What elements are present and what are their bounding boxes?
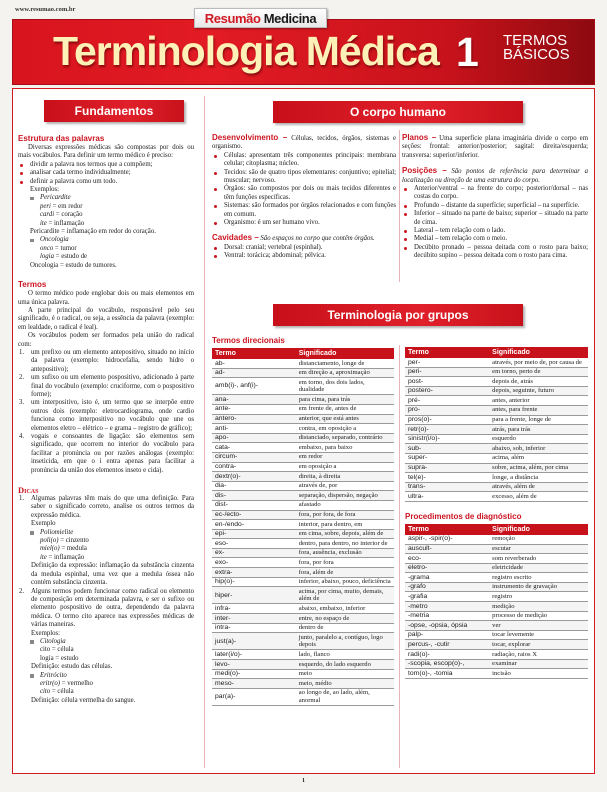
- meaning-cell: abaixo, embaixo, inferior: [296, 604, 394, 614]
- table-row: [212, 368, 394, 378]
- meaning-cell: registro escrito: [489, 573, 588, 583]
- direcionais-table-b: [405, 347, 588, 502]
- table-row: [212, 650, 394, 660]
- table-row: [212, 623, 394, 633]
- table-row: [405, 650, 588, 660]
- meaning-cell: interior, para dentro, em: [296, 520, 394, 530]
- table-row: [212, 604, 394, 614]
- meaning-cell: fora, por fora: [296, 558, 394, 568]
- example-definition: Definição: célula vermelha do sangue.: [31, 696, 136, 704]
- table-row: [405, 630, 588, 640]
- term-cell: trans-: [405, 482, 489, 492]
- table-row: [212, 587, 394, 604]
- column-header-termo: Termo: [212, 348, 296, 359]
- term-cell: pros(o)-: [405, 415, 489, 425]
- table-row: [212, 424, 394, 434]
- meaning-cell: afastado: [296, 500, 394, 510]
- table-row: [212, 491, 394, 501]
- meaning-cell: acima, por cima, muito, demais, além de: [296, 587, 394, 604]
- term-cell: medi(o)-: [212, 669, 296, 679]
- table-row: [405, 405, 588, 415]
- term-cell: eletro-: [405, 563, 489, 573]
- meaning-cell: abaixo, sob, inferior: [489, 444, 588, 454]
- table-row: [212, 577, 394, 587]
- term-cell: exo-: [212, 558, 296, 568]
- subheading-planos: Planos –: [402, 133, 437, 142]
- term-cell: postero-: [405, 386, 489, 396]
- example-part: logia = estudo: [40, 654, 79, 662]
- meaning-cell: anterior, que está antes: [296, 414, 394, 424]
- table-row: [212, 529, 394, 539]
- table-row: [212, 688, 394, 705]
- table-row: [212, 548, 394, 558]
- meaning-cell: em redor: [296, 452, 394, 462]
- subheading-termos: Termos: [18, 280, 47, 290]
- term-cell: palp-: [405, 630, 489, 640]
- table-row: [405, 535, 588, 544]
- term-cell: auscult-: [405, 544, 489, 554]
- example-part: eritr(o) = vermelho: [40, 679, 93, 687]
- examples-label: Exemplos:: [31, 629, 61, 637]
- meaning-cell: para a frente, longe de: [489, 415, 588, 425]
- term-cell: ultra-: [405, 492, 489, 502]
- term-cell: -grama: [405, 573, 489, 583]
- list-item: dividir a palavra nos termos que a compõem;: [18, 161, 194, 169]
- direcionais-block: [212, 336, 394, 706]
- meaning-cell: contra, em oposição a: [296, 424, 394, 434]
- table-row: [405, 611, 588, 621]
- term-cell: levo-: [212, 660, 296, 670]
- table-row: [212, 614, 394, 624]
- example-part: logia = estudo de: [40, 253, 88, 261]
- table-row: [212, 404, 394, 414]
- meaning-cell: através, além de: [489, 482, 588, 492]
- table-row: [212, 558, 394, 568]
- table-row: [405, 444, 588, 454]
- term-cell: retr(o)-: [405, 425, 489, 435]
- list-item: Medial – tem relação com o meio.: [402, 235, 588, 243]
- list-item: definir a palavra como um todo.: [18, 178, 194, 186]
- meaning-cell: sobre, acima, além, por cima: [489, 463, 588, 473]
- meaning-cell: distanciamento, longe de: [296, 359, 394, 368]
- corpo-column-left: [212, 133, 396, 261]
- meaning-cell: separação, dispersão, negação: [296, 491, 394, 501]
- posicoes-text: São pontos de referência para determinar a localização ou direção de uma estrutura do corpo.: [402, 168, 588, 184]
- term-cell: infra-: [212, 604, 296, 614]
- list-item: Tecidos: são de quatro tipos elementares: conjuntivo; epitelial; muscular; nervoso.: [212, 169, 396, 186]
- list-item: Anterior/ventral – na frente do corpo; posterior/dorsal – nas costas do corpo.: [402, 185, 588, 202]
- term-cell: ab-: [212, 359, 296, 368]
- example-definition: Definição: estudo das células.: [31, 663, 113, 671]
- meaning-cell: registro: [489, 592, 588, 602]
- table-row: [212, 520, 394, 530]
- meaning-cell: depois, seguinte, futuro: [489, 386, 588, 396]
- numbered-item: 4. vogais e consoantes de ligação: são elementos sem significado, que ocorrem no interior do vocábulo para facilitar a pronúncia ou por razões análogas (exemplo: inseticida, em que o i entra apenas para facilitar a pronúncia da união dos elementos inseto e cida).: [19, 433, 194, 474]
- table-row: [405, 640, 588, 650]
- list-item: Sistemas: são formados por órgãos relacionados e com funções em comum.: [212, 202, 396, 219]
- meaning-cell: lado, flanco: [296, 650, 394, 660]
- subheading-direcionais: Termos direcionais: [212, 336, 285, 345]
- term-cell: -metro: [405, 602, 489, 612]
- table-row: [405, 482, 588, 492]
- term-cell: sinistr(i/o)-: [405, 434, 489, 444]
- column-header-termo: Termo: [405, 524, 489, 535]
- table-row: [405, 386, 588, 396]
- subheading-estrutura: Estrutura das palavras: [18, 134, 105, 143]
- paragraph: A parte principal do vocábulo, responsável pelo seu significado, é o radical, ou seja, a essência da palavra (exemplo: em lealdade, o radical é leal).: [18, 306, 194, 331]
- meaning-cell: examinar: [489, 659, 588, 669]
- meaning-cell: longe, a distância: [489, 473, 588, 483]
- term-cell: -grafia: [405, 592, 489, 602]
- table-row: [405, 358, 588, 367]
- term-cell: percus-, -cutir: [405, 640, 489, 650]
- examples-label: Exemplos:: [30, 186, 60, 194]
- section-heading-corpo: O corpo humano: [273, 101, 523, 123]
- column-header-significado: Significado: [489, 524, 588, 535]
- table-row: [212, 378, 394, 395]
- example-part: cito = célula: [40, 646, 74, 654]
- list-item: Células: apresentam três componentes principais: membrana celular; citoplasma; núcleo.: [212, 152, 396, 169]
- badge-brand: Resumão: [204, 11, 261, 26]
- title-banner: [12, 19, 595, 85]
- list-item: analisar cada termo individualmente;: [18, 169, 194, 177]
- term-cell: en-/endo-: [212, 520, 296, 530]
- example-part: cito = célula: [40, 688, 74, 696]
- column-divider: [399, 130, 400, 282]
- subtitle-line-1: TERMOS: [503, 32, 568, 49]
- example-part: onco = tumor: [40, 244, 77, 252]
- meaning-cell: em cima, sobre, depois, além de: [296, 529, 394, 539]
- table-row: [212, 462, 394, 472]
- numbered-item: 2. Alguns termos podem funcionar como radical ou elemento de composição em determinada palavra, e ser o sufixo ou elemento pospositivo de outra, dependendo da palavra médica. O termo cito aparece nas expressões médicas de várias maneiras.: [19, 587, 194, 629]
- meaning-cell: meio, médio: [296, 679, 394, 689]
- term-cell: pré-: [405, 396, 489, 406]
- term-cell: ante-: [212, 404, 296, 414]
- example-word: Poliomielite: [18, 529, 194, 537]
- example-part: ite = inflamação: [40, 219, 85, 227]
- subheading-diagnostico: Procedimentos de diagnóstico: [405, 511, 522, 521]
- term-cell: cata-: [212, 443, 296, 453]
- term-cell: apo-: [212, 433, 296, 443]
- list-item: Decúbito pronado – pessoa deitada com o rosto para baixo; decúbito supino – pessoa deitada com o rosto para cima.: [402, 244, 588, 261]
- table-row: [212, 433, 394, 443]
- table-row: [212, 481, 394, 491]
- term-cell: -metria: [405, 611, 489, 621]
- table-row: [405, 563, 588, 573]
- term-cell: super-: [405, 453, 489, 463]
- meaning-cell: fora, além de: [296, 568, 394, 578]
- meaning-cell: medição: [489, 602, 588, 612]
- meaning-cell: através, por meio de, por causa de: [489, 358, 588, 367]
- table-row: [212, 452, 394, 462]
- meaning-cell: remoção: [489, 535, 588, 544]
- list-item: Órgãos: são compostos por dois ou mais tecidos diferentes e têm funções específicas.: [212, 185, 396, 202]
- corpo-column-right: [402, 133, 588, 261]
- paragraph: Os vocábulos podem ser formados pela união do radical com:: [18, 332, 194, 348]
- table-row: [405, 544, 588, 554]
- page-subtitle: [503, 34, 570, 62]
- term-cell: radi(o)-: [405, 650, 489, 660]
- meaning-cell: tocar levemente: [489, 630, 588, 640]
- table-row: [405, 415, 588, 425]
- series-badge: [194, 8, 327, 28]
- table-row: [212, 443, 394, 453]
- term-cell: peri-: [405, 367, 489, 377]
- table-row: [405, 425, 588, 435]
- example-word: Citologia: [18, 638, 194, 646]
- term-cell: per-: [405, 358, 489, 367]
- meaning-cell: para cima, para trás: [296, 395, 394, 405]
- table-row: [405, 367, 588, 377]
- column-divider: [204, 96, 205, 768]
- list-item: Organismo: é um ser humano vivo.: [212, 219, 396, 227]
- meaning-cell: distanciado, separado, contrário: [296, 433, 394, 443]
- meaning-cell: eletricidade: [489, 563, 588, 573]
- estrutura-intro: Diversas expressões médicas são compostas por dois ou mais vocábulos. Para definir um termo médico é preciso:: [18, 144, 194, 160]
- meaning-cell: antes, para frente: [489, 405, 588, 415]
- meaning-cell: ao longo de, ao lado, além, anormal: [296, 688, 394, 705]
- term-cell: aspir-, -spir(o)-: [405, 535, 489, 544]
- table-row: [405, 659, 588, 669]
- meaning-cell: em direção a, aproximação: [296, 368, 394, 378]
- term-cell: dextr(o)-: [212, 472, 296, 482]
- example-definition: Pericardite = inflamação em redor do coração.: [30, 228, 156, 236]
- meaning-cell: em frente de, antes de: [296, 404, 394, 414]
- meaning-cell: dentro, para dentro, no interior de: [296, 539, 394, 549]
- term-cell: antero-: [212, 414, 296, 424]
- term-cell: ex-: [212, 548, 296, 558]
- meaning-cell: incisão: [489, 669, 588, 679]
- fundamentos-column: [18, 96, 194, 705]
- column-header-termo: Termo: [405, 347, 489, 358]
- term-cell: dist-: [212, 500, 296, 510]
- numbered-item: 1. Algumas palavras têm mais do que uma definição. Para saber o significado correto, analise os outros termos da expressão médica.: [19, 495, 194, 519]
- meaning-cell: processo de medição: [489, 611, 588, 621]
- table-row: [405, 396, 588, 406]
- list-item: Profundo – distante da superfície; superficial – na superfície.: [402, 202, 588, 210]
- table-row: [405, 602, 588, 612]
- term-cell: tel(e)-: [405, 473, 489, 483]
- meaning-cell: depois de, atrás: [489, 377, 588, 387]
- term-cell: pro-: [405, 405, 489, 415]
- meaning-cell: instrumento de gravação: [489, 582, 588, 592]
- column-header-significado: Significado: [296, 348, 394, 359]
- meaning-cell: fora, por fora, de fora: [296, 510, 394, 520]
- example-word: Oncologia: [18, 236, 194, 244]
- meaning-cell: direita, à direita: [296, 472, 394, 482]
- term-cell: sub-: [405, 444, 489, 454]
- term-cell: circum-: [212, 452, 296, 462]
- table-row: [405, 592, 588, 602]
- example-part: miel(o) = medula: [40, 545, 87, 553]
- example-part: ite = inflamação: [40, 553, 85, 561]
- table-row: [212, 660, 394, 670]
- meaning-cell: esquerdo: [489, 434, 588, 444]
- list-item: Inferior – situado na parte de baixo; superior – situado na parte de cima.: [402, 210, 588, 227]
- subheading-cavidades: Cavidades –: [212, 233, 259, 243]
- term-cell: extra-: [212, 568, 296, 578]
- planos-text: Uma superfície plana imaginária divide o corpo em seções: frontal: anterior/posterior; sagital: direita/esquerda; transversa: superior/inferior.: [402, 135, 588, 159]
- table-row: [212, 395, 394, 405]
- term-cell: tom(o)-, -tomia: [405, 669, 489, 679]
- example-word: Pericardite: [18, 194, 194, 202]
- table-row: [405, 463, 588, 473]
- table-row: [405, 473, 588, 483]
- meaning-cell: inferior, abaixo, pouco, deficiência: [296, 577, 394, 587]
- term-cell: ec-/ecto-: [212, 510, 296, 520]
- desenvolvimento-text: Células, tecidos, órgãos, sistemas e organismo.: [212, 135, 396, 151]
- meaning-cell: fora, ausência, exclusão: [296, 548, 394, 558]
- meaning-cell: acima, além: [489, 453, 588, 463]
- page-title: Terminologia Médica: [53, 28, 439, 74]
- subheading-posicoes: Posições –: [402, 166, 447, 176]
- term-cell: later(i/o)-: [212, 650, 296, 660]
- table-row: [212, 539, 394, 549]
- badge-category: Medicina: [263, 11, 317, 26]
- meaning-cell: junto, paralelo a, contíguo, logo depois: [296, 633, 394, 650]
- term-cell: just(a)-: [212, 633, 296, 650]
- table-row: [212, 633, 394, 650]
- diagnostico-table: [405, 524, 588, 679]
- table-row: [405, 669, 588, 679]
- paragraph: O termo médico pode englobar dois ou mais elementos em uma única palavra.: [18, 290, 194, 306]
- example-part: cardi = coração: [40, 211, 83, 219]
- subtitle-line-2: BÁSICOS: [503, 46, 570, 63]
- meaning-cell: embaixo, para baixo: [296, 443, 394, 453]
- page-number: 1: [302, 778, 305, 784]
- term-cell: anti-: [212, 424, 296, 434]
- term-cell: contra-: [212, 462, 296, 472]
- meaning-cell: radiação, raios X: [489, 650, 588, 660]
- meaning-cell: esquerdo, do lado esquerdo: [296, 660, 394, 670]
- numbered-item: 3. um interpositivo, isto é, um termo que se interpõe entre outros dois (exemplo: eletrocardiograma, onde cardio funciona como interpositivo no vocábulo que une os elementos eletro – elétrico – e grama – registro de gráfico);: [19, 399, 194, 432]
- table-row: [212, 472, 394, 482]
- list-item: Lateral – tem relação com o lado.: [402, 227, 588, 235]
- examples-label: Exemplo: [31, 520, 56, 528]
- example-part: peri = em redor: [40, 202, 83, 210]
- term-cell: ana-: [212, 395, 296, 405]
- term-cell: -opse, -opsia, ópsia: [405, 621, 489, 631]
- meaning-cell: atrás, para trás: [489, 425, 588, 435]
- direcionais-table-a: [212, 348, 394, 706]
- direcionais-block-cont: [405, 347, 588, 679]
- meaning-cell: em torno, perto de: [489, 367, 588, 377]
- term-cell: ad-: [212, 368, 296, 378]
- term-cell: supra-: [405, 463, 489, 473]
- meaning-cell: através de, por: [296, 481, 394, 491]
- list-item: Dorsal: cranial; vertebral (espinhal).: [212, 244, 396, 252]
- numbered-item: 1. um prefixo ou um elemento antepositivo, situado no início da palavra (exemplo: hidrocefalia, sendo hidro o antepositivo);: [19, 348, 194, 373]
- table-row: [405, 434, 588, 444]
- term-cell: amb(i)-, anf(i)-: [212, 378, 296, 395]
- table-row: [212, 500, 394, 510]
- table-row: [405, 492, 588, 502]
- section-heading-grupos: Terminologia por grupos: [273, 304, 523, 326]
- term-cell: epi-: [212, 529, 296, 539]
- term-cell: -scopia, escop(o)-,: [405, 659, 489, 669]
- table-row: [405, 621, 588, 631]
- example-definition: Oncologia = estudo de tumores.: [30, 261, 117, 269]
- table-row: [405, 377, 588, 387]
- list-item: Ventral: torácica; abdominal; pélvica.: [212, 252, 396, 260]
- table-row: [405, 453, 588, 463]
- meaning-cell: tocar, explorar: [489, 640, 588, 650]
- subheading-dicas: Dicas: [18, 485, 39, 496]
- table-row: [212, 679, 394, 689]
- table-row: [212, 414, 394, 424]
- table-row: [405, 554, 588, 564]
- term-cell: dia-: [212, 481, 296, 491]
- table-row: [405, 573, 588, 583]
- column-header-significado: Significado: [489, 347, 588, 358]
- meaning-cell: antes, anterior: [489, 396, 588, 406]
- column-divider: [399, 345, 400, 768]
- meaning-cell: som reverberado: [489, 554, 588, 564]
- term-cell: -grafo: [405, 582, 489, 592]
- table-row: [212, 510, 394, 520]
- term-cell: hiper-: [212, 587, 296, 604]
- meaning-cell: dentro de: [296, 623, 394, 633]
- table-row: [212, 359, 394, 368]
- section-heading-fundamentos: Fundamentos: [44, 100, 184, 122]
- term-cell: eso-: [212, 539, 296, 549]
- term-cell: meso-: [212, 679, 296, 689]
- volume-number: 1: [456, 29, 479, 75]
- site-url[interactable]: www.resumao.com.br: [15, 6, 76, 13]
- term-cell: inter-: [212, 614, 296, 624]
- meaning-cell: ver: [489, 621, 588, 631]
- subheading-desenvolvimento: Desenvolvimento –: [212, 133, 288, 142]
- cavidades-text: São espaços no corpo que contêm órgãos.: [258, 235, 375, 243]
- term-cell: hip(o)-: [212, 577, 296, 587]
- numbered-item: 2. um sufixo ou um elemento pospositivo, adicionado à parte final do vocábulo (exemplo: cruciforme, com o pospositivo forme);: [19, 374, 194, 398]
- meaning-cell: excesso, além de: [489, 492, 588, 502]
- term-cell: dis-: [212, 491, 296, 501]
- meaning-cell: escutar: [489, 544, 588, 554]
- example-word: Eritrócito: [18, 672, 194, 680]
- meaning-cell: em torno, dos dois lados, dualidade: [296, 378, 394, 395]
- table-row: [212, 669, 394, 679]
- example-definition: Definição da expressão: inflamação da substância cinzenta da medula espinhal, uma vez que a medula óssea não contém substância cinzenta.: [31, 562, 194, 587]
- meaning-cell: em oposição a: [296, 462, 394, 472]
- example-part: poli(o) = cinzento: [40, 537, 89, 545]
- table-row: [405, 582, 588, 592]
- meaning-cell: entre, no espaço de: [296, 614, 394, 624]
- meaning-cell: meio: [296, 669, 394, 679]
- term-cell: post-: [405, 377, 489, 387]
- term-cell: intra-: [212, 623, 296, 633]
- table-row: [212, 568, 394, 578]
- term-cell: par(a)-: [212, 688, 296, 705]
- term-cell: eco-: [405, 554, 489, 564]
